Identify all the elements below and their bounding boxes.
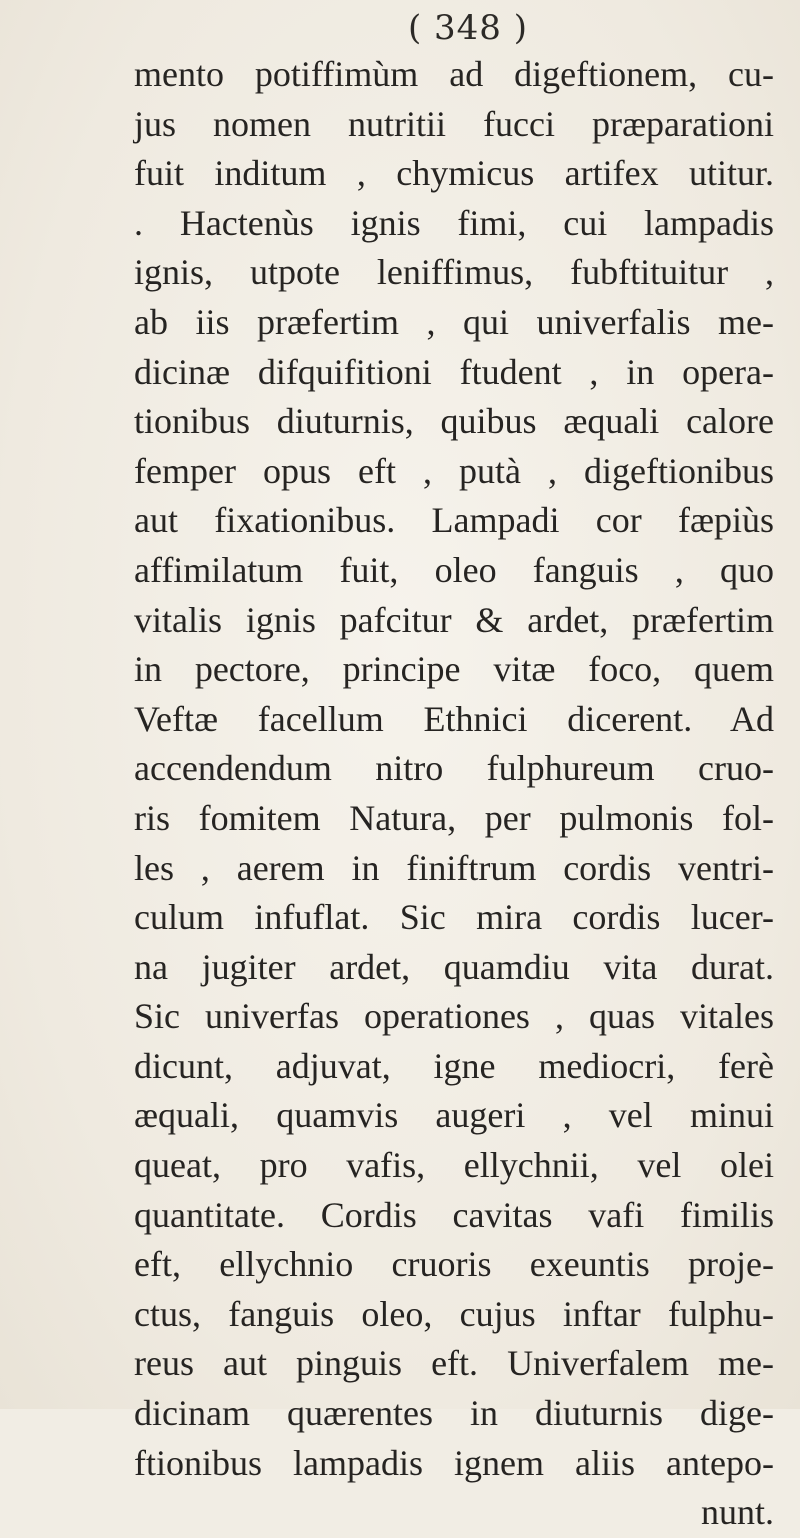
- text-line: ftionibus lampadis ignem aliis antepo-: [134, 1442, 774, 1483]
- text-line: ris fomitem Natura, per pulmonis fol-: [134, 797, 774, 838]
- text-line: ignis, utpote leniffimus, fubftituitur ,: [134, 252, 774, 293]
- text-line: quantitate. Cordis cavitas vafi fimilis: [134, 1194, 774, 1235]
- text-line: fuit inditum , chymicus artifex utitur.: [134, 153, 774, 194]
- text-line: ctus, fanguis oleo, cujus inftar fulphu-: [134, 1293, 774, 1334]
- text-line: dicinam quærentes in diuturnis dige-: [134, 1393, 774, 1434]
- text-line: . Hactenùs ignis fimi, cui lampadis: [134, 202, 774, 243]
- text-line: jus nomen nutritii fucci præparationi: [134, 103, 774, 144]
- text-line: aut fixationibus. Lampadi cor fæpiùs: [134, 500, 774, 541]
- text-line: reus aut pinguis eft. Univerfalem me-: [134, 1343, 774, 1384]
- text-line: mento potiffimùm ad digeftionem, cu-: [134, 54, 774, 94]
- text-line: Sic univerfas operationes , quas vitales: [134, 996, 774, 1037]
- text-line: affimilatum fuit, oleo fanguis , quo: [134, 549, 774, 590]
- text-line: ab iis præfertim , qui univerfalis me-: [134, 301, 774, 342]
- page-number: ( 348 ): [407, 8, 529, 48]
- text-line: les , aerem in finiftrum cordis ventri-: [134, 847, 774, 888]
- text-line: queat, pro vafis, ellychnii, vel olei: [134, 1145, 774, 1186]
- text-line: dicunt, adjuvat, igne mediocri, ferè: [134, 1045, 774, 1086]
- text-line: dicinæ difquifitioni ftudent , in opera-: [134, 351, 774, 392]
- text-line: na jugiter ardet, quamdiu vita durat.: [134, 946, 774, 987]
- text-line: eft, ellychnio cruoris exeuntis proje-: [134, 1244, 774, 1285]
- text-line: femper opus eft , putà , digeftionibus: [134, 450, 774, 491]
- text-line: in pectore, principe vitæ foco, quem: [134, 649, 774, 690]
- text-line: tionibus diuturnis, quibus æquali calore: [134, 401, 774, 442]
- text-line: accendendum nitro fulphureum cruo-: [134, 748, 774, 789]
- text-line: culum infuflat. Sic mira cordis lucer-: [134, 897, 774, 938]
- body-text: [134, 50, 774, 1538]
- catchword: nunt.: [700, 1492, 774, 1533]
- text-line: Veftæ facellum Ethnici dicerent. Ad: [134, 698, 774, 739]
- text-line: vitalis ignis pafcitur & ardet, præfertim: [134, 599, 774, 640]
- text-line: æquali, quamvis augeri , vel minui: [134, 1095, 774, 1136]
